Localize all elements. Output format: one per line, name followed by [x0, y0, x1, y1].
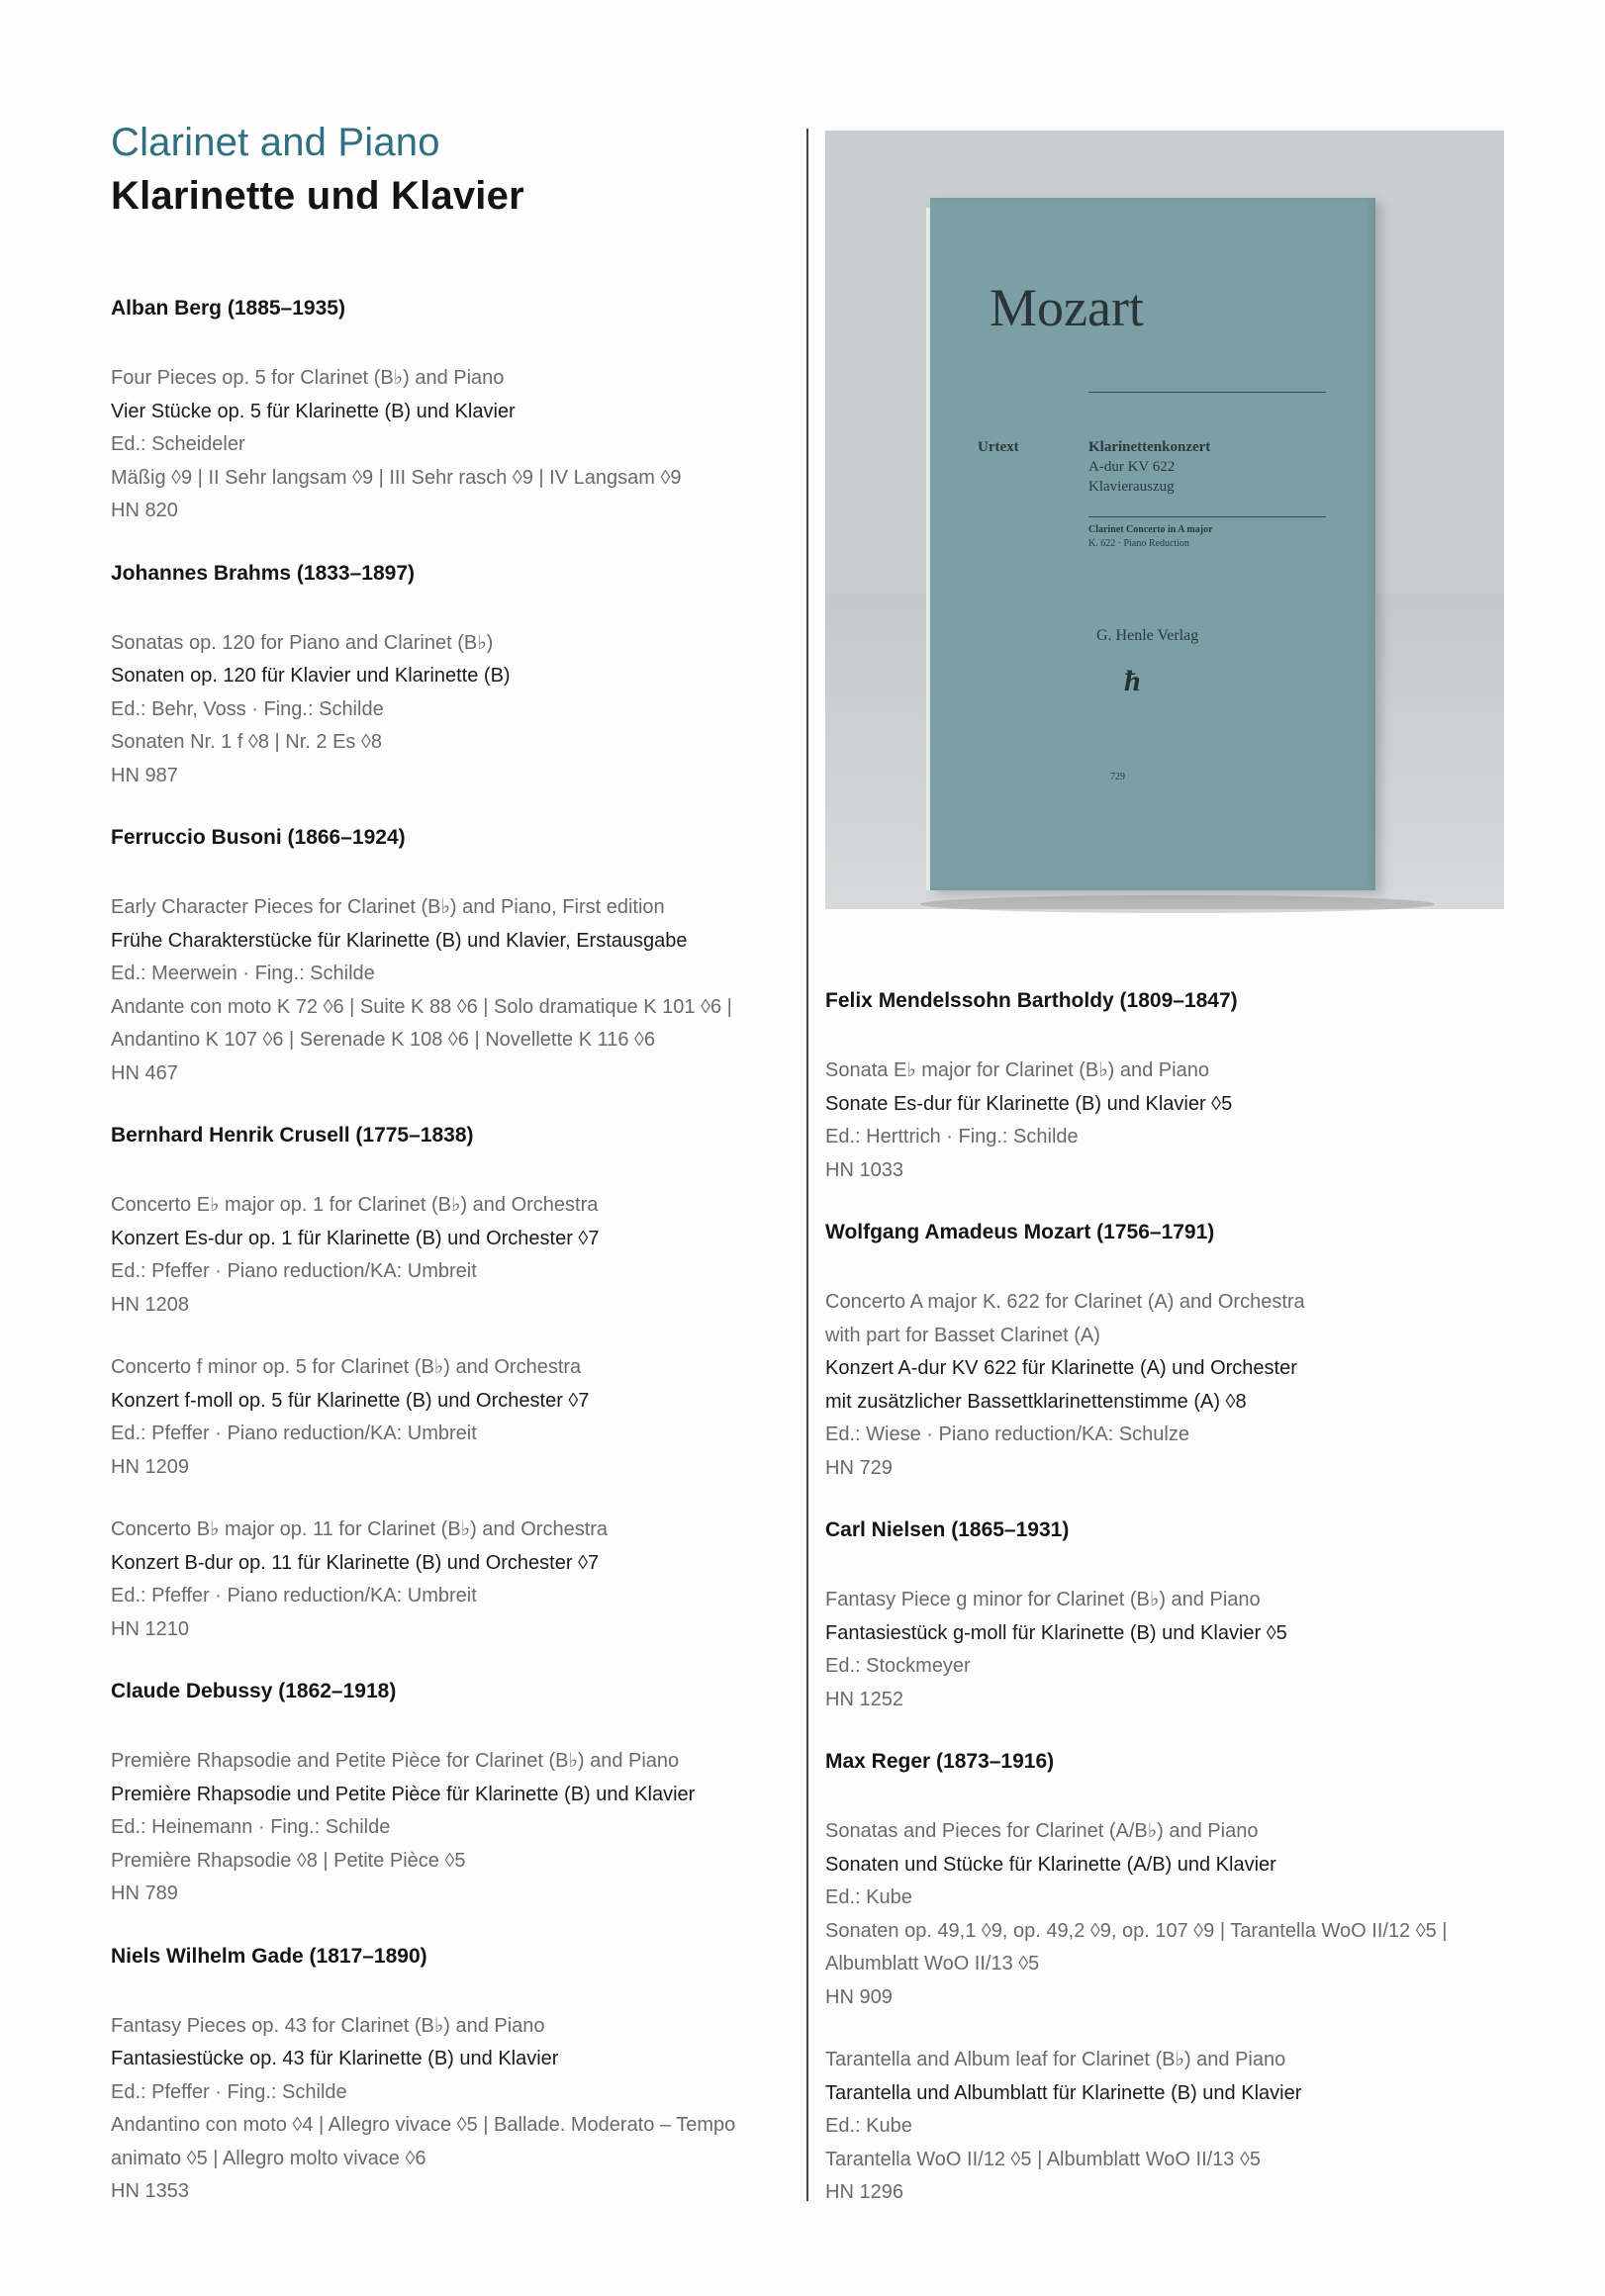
work-title-en: Sonatas and Pieces for Clarinet (A/B♭) and Piano [825, 1820, 1259, 1842]
work-movements: Mäßig ◊9 | II Sehr langsam ◊9 | III Sehr rasch ◊9 | IV Langsam ◊9 [111, 466, 682, 489]
work-title-en: Tarantella and Album leaf for Clarinet (B♭) and Piano [825, 2049, 1286, 2070]
work-editor: Ed.: Herttrich · Fing.: Schilde [825, 1126, 1079, 1148]
work-movements: Sonaten Nr. 1 f ◊8 | Nr. 2 Es ◊8 [111, 731, 382, 753]
composer-heading: Carl Nielsen (1865–1931) [825, 1518, 1070, 1541]
work-title-de: Vier Stücke op. 5 für Klarinette (B) und Klavier [111, 400, 516, 422]
work-title-en: Early Character Pieces for Clarinet (B♭) and Piano, First edition [111, 896, 665, 918]
work-hn-number: HN 1210 [111, 1617, 189, 1640]
work-title-de: Sonaten und Stücke für Klarinette (A/B) und Klavier [825, 1853, 1276, 1876]
work-editor: Ed.: Pfeffer · Piano reduction/KA: Umbreit [111, 1585, 477, 1607]
work-editor: Ed.: Pfeffer · Piano reduction/KA: Umbreit [111, 1260, 477, 1282]
page-title-en: Clarinet and Piano [111, 121, 440, 164]
work-hn-number: HN 789 [111, 1883, 178, 1904]
work-title-en: Concerto f minor op. 5 for Clarinet (B♭) and Orchestra [111, 1356, 582, 1378]
work-editor: Ed.: Meerwein · Fing.: Schilde [111, 963, 375, 984]
work-entry [111, 627, 794, 793]
cover-shadow [920, 895, 1435, 913]
work-movements: Andantino K 107 ◊6 | Serenade K 108 ◊6 | Novellette K 116 ◊6 [111, 1029, 656, 1051]
work-title-de: Sonaten op. 120 für Klavier und Klarinette (B) [111, 665, 511, 687]
cover-number: 729 [1110, 772, 1125, 782]
composer-heading: Alban Berg (1885–1935) [111, 297, 345, 320]
composer-heading: Max Reger (1873–1916) [825, 1750, 1055, 1773]
composer-heading: Niels Wilhelm Gade (1817–1890) [111, 1944, 427, 1968]
work-title-de: Konzert f-moll op. 5 für Klarinette (B) und Orchester ◊7 [111, 1389, 590, 1412]
work-movements: Andante con moto K 72 ◊6 | Suite K 88 ◊6 | Solo dramatique K 101 ◊6 | [111, 995, 732, 1018]
work-hn-number: HN 1033 [825, 1158, 903, 1181]
work-hn-number: HN 820 [111, 500, 178, 521]
henle-logo-icon: ħ [1124, 665, 1141, 697]
work-title-en: Concerto E♭ major op. 1 for Clarinet (B♭) and Orchestra [111, 1194, 599, 1216]
work-title-de: Konzert Es-dur op. 1 für Klarinette (B) und Orchester ◊7 [111, 1227, 600, 1249]
work-title-de: Tarantella und Albumblatt für Klarinette (B) und Klavier [825, 2081, 1302, 2104]
work-entry [111, 1514, 794, 1646]
work-entry [111, 2010, 794, 2209]
work-hn-number: HN 1209 [111, 1455, 189, 1478]
work-entry [825, 1286, 1518, 1485]
work-movements: Andantino con moto ◊4 | Allegro vivace ◊5 | Ballade. Moderato – Tempo [111, 2114, 736, 2136]
work-entry [111, 1351, 794, 1484]
work-title-de: mit zusätzlicher Bassettklarinettenstimme (A) ◊8 [825, 1390, 1247, 1413]
work-title-de: Frühe Charakterstücke für Klarinette (B) und Klavier, Erstausgabe [111, 929, 688, 952]
work-title-de: Konzert B-dur op. 11 für Klarinette (B) und Orchester ◊7 [111, 1551, 600, 1574]
work-editor: Ed.: Kube [825, 1886, 912, 1908]
composer-heading: Wolfgang Amadeus Mozart (1756–1791) [825, 1221, 1215, 1243]
work-hn-number: HN 987 [111, 764, 178, 786]
work-editor: Ed.: Stockmeyer [825, 1655, 971, 1677]
work-editor: Ed.: Heinemann · Fing.: Schilde [111, 1816, 391, 1838]
work-title-de: Konzert A-dur KV 622 für Klarinette (A) und Orchester [825, 1357, 1297, 1379]
work-title-en: Sonatas op. 120 for Piano and Clarinet (B♭) [111, 631, 494, 654]
work-hn-number: HN 467 [111, 1061, 178, 1084]
work-title-de: Fantasiestücke op. 43 für Klarinette (B) und Klavier [111, 2048, 559, 2069]
work-title-en: Concerto B♭ major op. 11 for Clarinet (B♭) and Orchestra [111, 1518, 609, 1540]
column-divider [806, 129, 808, 2201]
composer-heading: Felix Mendelssohn Bartholdy (1809–1847) [825, 989, 1238, 1012]
cover-title-line: Klavierauszug [1088, 479, 1175, 495]
work-entry [111, 891, 794, 1090]
work-editor: Ed.: Kube [825, 2115, 912, 2137]
cover-rule [1088, 392, 1326, 393]
work-movements: animato ◊5 | Allegro molto vivace ◊6 [111, 2147, 426, 2169]
cover-title-line: A-dur KV 622 [1088, 459, 1176, 475]
work-hn-number: HN 729 [825, 1456, 893, 1479]
work-movements: Albumblatt WoO II/13 ◊5 [825, 1953, 1040, 1975]
cover-subtitle-line: Clarinet Concerto in A major [1088, 524, 1213, 535]
work-entry [825, 1055, 1518, 1187]
work-title-en: with part for Basset Clarinet (A) [825, 1324, 1100, 1346]
work-title-de: Sonate Es-dur für Klarinette (B) und Klavier ◊5 [825, 1092, 1233, 1115]
work-entry [111, 1189, 794, 1322]
cover-composer: Mozart [990, 278, 1144, 337]
work-title-en: Première Rhapsodie and Petite Pièce for Clarinet (B♭) and Piano [111, 1750, 680, 1772]
cover-title-line: Klarinettenkonzert [1088, 439, 1211, 455]
work-editor: Ed.: Behr, Voss · Fing.: Schilde [111, 697, 384, 720]
work-title-en: Four Pieces op. 5 for Clarinet (B♭) and Piano [111, 367, 505, 389]
work-title-en: Fantasy Piece g minor for Clarinet (B♭) and Piano [825, 1589, 1261, 1610]
work-entry [825, 1584, 1518, 1716]
work-title-de: Fantasiestück g-moll für Klarinette (B) und Klavier ◊5 [825, 1621, 1287, 1644]
work-entry [111, 362, 794, 528]
work-hn-number: HN 1208 [111, 1293, 189, 1316]
cover-publisher: G. Henle Verlag [1096, 627, 1199, 644]
cover-rule [1088, 516, 1326, 517]
composer-heading: Johannes Brahms (1833–1897) [111, 561, 415, 585]
score-cover-image [930, 198, 1375, 890]
work-editor: Ed.: Scheideler [111, 433, 245, 455]
work-movements: Première Rhapsodie ◊8 | Petite Pièce ◊5 [111, 1849, 466, 1872]
work-hn-number: HN 1353 [111, 2180, 189, 2202]
work-hn-number: HN 1296 [825, 2181, 903, 2203]
work-movements: Sonaten op. 49,1 ◊9, op. 49,2 ◊9, op. 107 ◊9 | Tarantella WoO II/12 ◊5 | [825, 1919, 1448, 1942]
work-hn-number: HN 909 [825, 1985, 893, 2008]
left-column [111, 293, 794, 2239]
work-hn-number: HN 1252 [825, 1688, 903, 1710]
work-entry [825, 2044, 1518, 2210]
cover-subtitle-line: K. 622 · Piano Reduction [1088, 538, 1189, 549]
work-movements: Tarantella WoO II/12 ◊5 | Albumblatt WoO II/13 ◊5 [825, 2148, 1261, 2170]
composer-heading: Bernhard Henrik Crusell (1775–1838) [111, 1124, 474, 1147]
cover-urtext-label: Urtext [978, 439, 1019, 455]
work-editor: Ed.: Wiese · Piano reduction/KA: Schulze [825, 1424, 1189, 1445]
composer-heading: Claude Debussy (1862–1918) [111, 1680, 397, 1702]
work-title-en: Concerto A major K. 622 for Clarinet (A) and Orchestra [825, 1291, 1305, 1313]
work-entry [111, 1745, 794, 1911]
page-title-de: Klarinette und Klavier [111, 174, 524, 218]
right-column [825, 985, 1518, 2240]
work-editor: Ed.: Pfeffer · Fing.: Schilde [111, 2080, 347, 2103]
work-title-en: Sonata E♭ major for Clarinet (B♭) and Piano [825, 1059, 1209, 1081]
work-editor: Ed.: Pfeffer · Piano reduction/KA: Umbreit [111, 1423, 477, 1444]
composer-heading: Ferruccio Busoni (1866–1924) [111, 826, 406, 849]
work-entry [825, 1815, 1518, 2014]
work-title-en: Fantasy Pieces op. 43 for Clarinet (B♭) and Piano [111, 2014, 545, 2037]
work-title-de: Première Rhapsodie und Petite Pièce für Klarinette (B) und Klavier [111, 1783, 696, 1805]
